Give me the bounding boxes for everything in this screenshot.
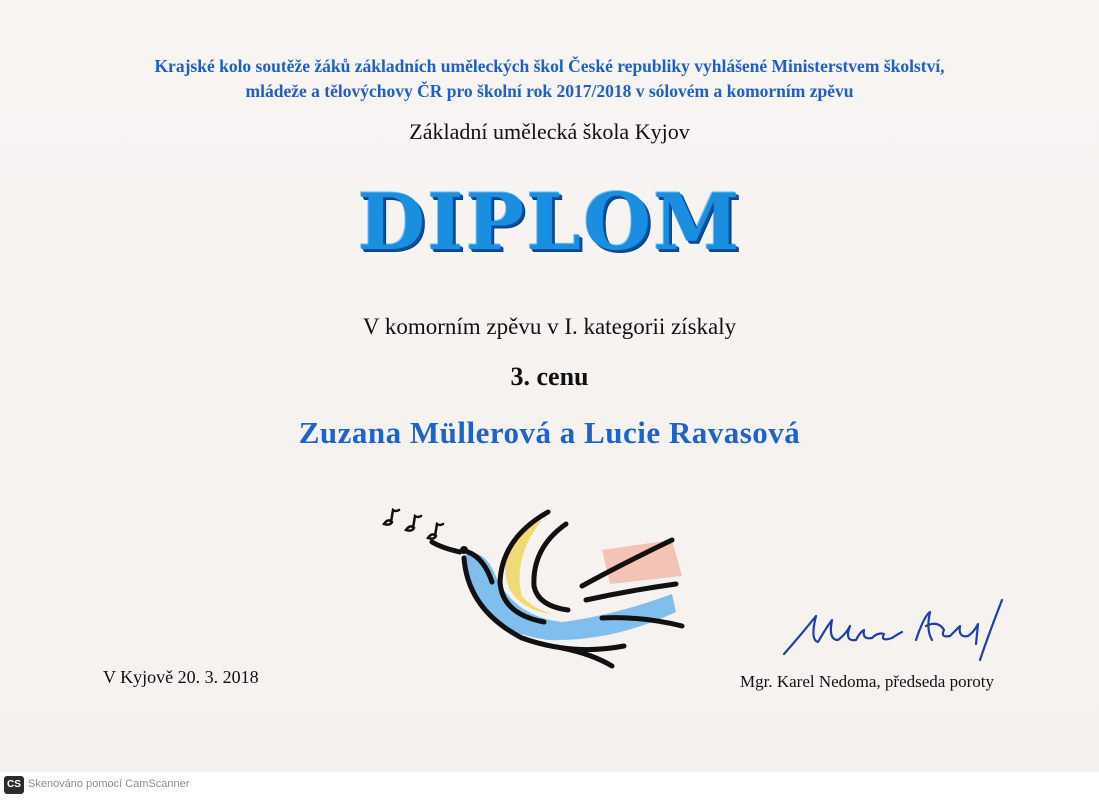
singing-bird-illustration xyxy=(372,498,712,670)
scanner-watermark-text: Skenováno pomocí CamScanner xyxy=(28,778,190,790)
winner-names: Zuzana Müllerová a Lucie Ravasová xyxy=(298,415,801,450)
handwritten-signature xyxy=(780,596,1020,666)
diploma-title: DIPLOM xyxy=(357,177,742,268)
music-notes-icon xyxy=(384,510,443,539)
category-text: V komorním zpěvu v I. kategorii získaly xyxy=(362,314,737,339)
school-name: Základní umělecká škola Kyjov xyxy=(409,119,690,144)
place-and-date: V Kyjově 20. 3. 2018 xyxy=(103,667,259,687)
heading-line-2: mládeže a tělovýchovy ČR pro školní rok 2017/2018 v sólovém a komorním zpěvu xyxy=(245,81,854,101)
competition-heading xyxy=(40,54,1059,104)
heading-line-1: Krajské kolo soutěže žáků základních uměleckých škol České republiky vyhlášené Ministerstvem školství, xyxy=(154,56,945,76)
bird-eye-icon xyxy=(460,546,468,554)
prize-text: 3. cenu xyxy=(510,362,589,391)
camscanner-logo-icon: CS xyxy=(4,776,24,794)
signer-name: Mgr. Karel Nedoma, předseda poroty xyxy=(740,672,994,691)
